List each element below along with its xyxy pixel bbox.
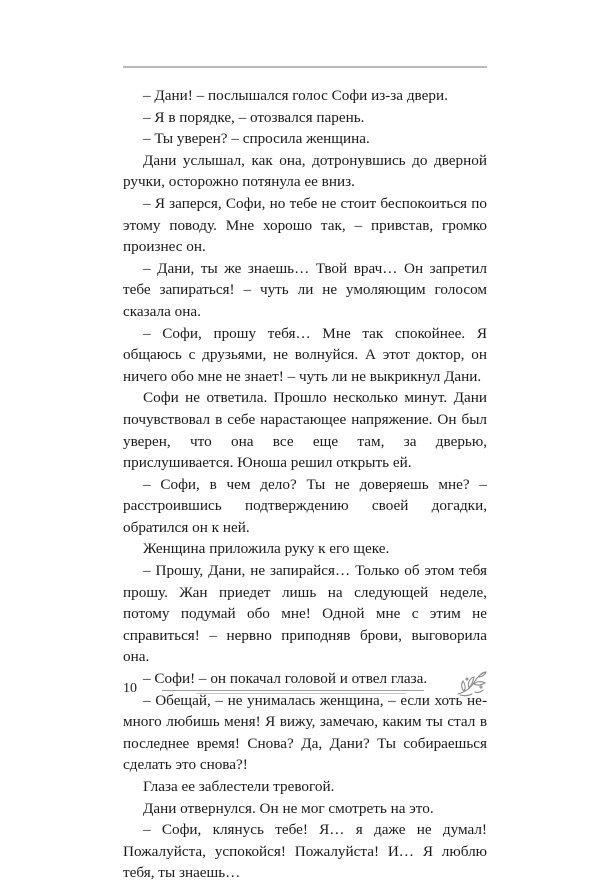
body-text xyxy=(123,85,487,884)
paragraph: – Софи, клянусь тебе! Я… я даже не думал! Пожалуйста, успокойся! Пожалуйста! И… Я люблю тебя, ты знаешь… xyxy=(123,821,487,882)
paragraph: – Дани! – послышался голос Софи из-за двери. xyxy=(143,87,448,104)
paragraph: Дани услышал, как она, дотронувшись до дверной ручки, осторожно потянула ее вниз. xyxy=(123,151,487,191)
paragraph: – Я заперся, Софи, но тебе не стоит беспокоиться по этому поводу. Мне хорошо так, – привстав, громко произнес он. xyxy=(123,194,487,256)
paragraph: – Софи, прошу тебя… Мне так спокойнее. Я общаюсь с друзьями, не волнуйся. А этот доктор, он ничего обо мне не знает! – чуть ли не выкрикнул Дани. xyxy=(123,324,487,385)
footer-rule xyxy=(162,690,424,691)
paragraph: – Я в порядке, – отозвался парень. xyxy=(143,108,365,126)
page-number: 10 xyxy=(123,681,137,696)
paragraph: Дани отвернулся. Он не мог смотреть на это. xyxy=(143,799,434,817)
paragraph: – Софи, в чем дело? Ты не доверяешь мне? – расстроившись подтверждению своей догадки, обратился он к ней. xyxy=(123,475,487,536)
header-rule xyxy=(123,66,487,68)
paragraph: – Дани, ты же знаешь… Твой врач… Он запретил тебе запираться! – чуть ли не умоляющим голосом сказала она. xyxy=(123,259,487,320)
paragraph: Софи не ответила. Прошло несколько минут. Дани почувствовал в себе нарастающее напряжение. Он был уверен, что она все еще там, за дверью, прислушивается. Юноша решил открыть ей. xyxy=(123,389,487,472)
paragraph: – Ты уверен? – спросила женщина. xyxy=(143,130,370,148)
floral-ornament-icon xyxy=(455,668,489,698)
paragraph: – Прошу, Дани, не запирайся… Только об этом тебя прошу. Жан приедет лишь на следующей неделе, потому подумай обо мне! Одной мне с этим не справиться! – нервно приподняв брови, выговорила она. xyxy=(123,562,487,666)
paragraph: – Обещай, – не унималась женщина, – если хоть немного любишь меня! Я вижу, замечаю, каким ты стал в последнее время! Снова? Да, Дани? Ты собираешься сделать это снова?! xyxy=(123,691,487,774)
footer-rule-inner xyxy=(196,693,406,694)
paragraph: – Софи! – он покачал головой и отвел глаза. xyxy=(143,670,428,688)
paragraph: Глаза ее заблестели тревогой. xyxy=(143,778,335,795)
paragraph: Женщина приложила руку к его щеке. xyxy=(143,540,390,558)
